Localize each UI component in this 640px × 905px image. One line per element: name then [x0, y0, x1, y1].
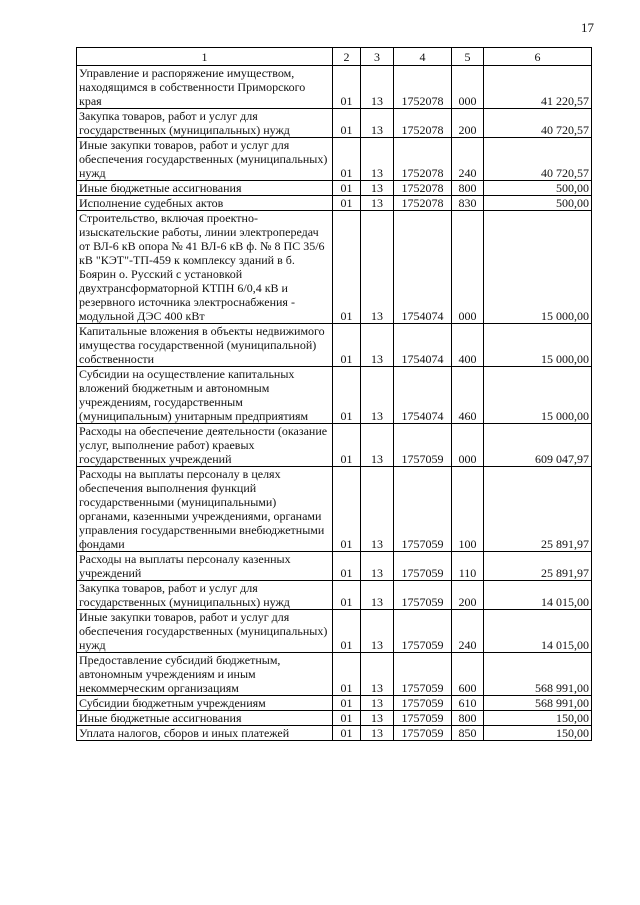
- row-value-cell: 13: [361, 424, 394, 467]
- table-row: [77, 324, 592, 367]
- row-value-cell: 600: [452, 653, 484, 696]
- table-body: [77, 66, 592, 741]
- row-value-cell: 01: [333, 610, 361, 653]
- row-value-cell: 13: [361, 610, 394, 653]
- row-name-cell: Субсидии на осуществление капитальных вложений бюджетным и автономным учреждениям, государственным (муниципальным) унитарным предприятиям: [77, 367, 333, 424]
- row-value-cell: 15 000,00: [484, 367, 592, 424]
- row-value-cell: 240: [452, 610, 484, 653]
- row-value-cell: 13: [361, 196, 394, 211]
- row-value-cell: 110: [452, 552, 484, 581]
- row-value-cell: 100: [452, 467, 484, 552]
- row-value-cell: 13: [361, 726, 394, 741]
- row-value-cell: 1757059: [394, 653, 452, 696]
- table-row: [77, 610, 592, 653]
- row-value-cell: 13: [361, 653, 394, 696]
- row-value-cell: 01: [333, 711, 361, 726]
- column-header: 6: [484, 48, 592, 66]
- row-name-cell: Расходы на обеспечение деятельности (оказание услуг, выполнение работ) краевых государственных учреждений: [77, 424, 333, 467]
- row-name-cell: Предоставление субсидий бюджетным, автономным учреждениям и иным некоммерческим организациям: [77, 653, 333, 696]
- table-row: [77, 367, 592, 424]
- table-row: [77, 653, 592, 696]
- row-value-cell: 1754074: [394, 324, 452, 367]
- row-value-cell: 01: [333, 138, 361, 181]
- row-value-cell: 13: [361, 211, 394, 324]
- table-row: [77, 424, 592, 467]
- row-value-cell: 13: [361, 181, 394, 196]
- row-value-cell: 40 720,57: [484, 109, 592, 138]
- row-value-cell: 1754074: [394, 211, 452, 324]
- row-value-cell: 13: [361, 711, 394, 726]
- table-row: [77, 138, 592, 181]
- row-name-cell: Субсидии бюджетным учреждениям: [77, 696, 333, 711]
- row-value-cell: 1752078: [394, 66, 452, 109]
- row-value-cell: 01: [333, 424, 361, 467]
- row-name-cell: Расходы на выплаты персоналу в целях обеспечения выполнения функций государственными (муниципальными) органами, казенными учреждениями, органами управления государственными внебюджетными фондами: [77, 467, 333, 552]
- row-value-cell: 460: [452, 367, 484, 424]
- row-value-cell: 000: [452, 66, 484, 109]
- row-value-cell: 610: [452, 696, 484, 711]
- row-value-cell: 13: [361, 324, 394, 367]
- row-value-cell: 13: [361, 109, 394, 138]
- row-value-cell: 01: [333, 109, 361, 138]
- column-header: 2: [333, 48, 361, 66]
- row-value-cell: 41 220,57: [484, 66, 592, 109]
- row-value-cell: 800: [452, 181, 484, 196]
- row-value-cell: 500,00: [484, 181, 592, 196]
- table-row: [77, 181, 592, 196]
- row-value-cell: 01: [333, 696, 361, 711]
- row-value-cell: 1754074: [394, 367, 452, 424]
- row-value-cell: 1752078: [394, 181, 452, 196]
- column-header: 3: [361, 48, 394, 66]
- row-value-cell: 200: [452, 109, 484, 138]
- row-value-cell: 13: [361, 467, 394, 552]
- row-value-cell: 14 015,00: [484, 581, 592, 610]
- row-value-cell: 568 991,00: [484, 696, 592, 711]
- row-value-cell: 13: [361, 696, 394, 711]
- row-value-cell: 01: [333, 211, 361, 324]
- table-row: [77, 196, 592, 211]
- row-value-cell: 1757059: [394, 711, 452, 726]
- table-row: [77, 581, 592, 610]
- column-header: 5: [452, 48, 484, 66]
- budget-table: [76, 47, 592, 741]
- row-value-cell: 000: [452, 211, 484, 324]
- page-number: 17: [581, 20, 594, 35]
- row-name-cell: Иные закупки товаров, работ и услуг для обеспечения государственных (муниципальных) нужд: [77, 138, 333, 181]
- row-value-cell: 13: [361, 581, 394, 610]
- row-value-cell: 01: [333, 181, 361, 196]
- table-header-row: [77, 48, 592, 66]
- table-row: [77, 552, 592, 581]
- row-value-cell: 1752078: [394, 196, 452, 211]
- row-value-cell: 01: [333, 653, 361, 696]
- row-value-cell: 01: [333, 367, 361, 424]
- row-value-cell: 14 015,00: [484, 610, 592, 653]
- row-value-cell: 01: [333, 324, 361, 367]
- row-value-cell: 400: [452, 324, 484, 367]
- row-value-cell: 01: [333, 66, 361, 109]
- table-row: [77, 66, 592, 109]
- table-row: [77, 467, 592, 552]
- row-value-cell: 1752078: [394, 109, 452, 138]
- row-name-cell: Иные бюджетные ассигнования: [77, 711, 333, 726]
- row-name-cell: Уплата налогов, сборов и иных платежей: [77, 726, 333, 741]
- table-row: [77, 726, 592, 741]
- table-row: [77, 109, 592, 138]
- row-name-cell: Капитальные вложения в объекты недвижимого имущества государственной (муниципальной) собственности: [77, 324, 333, 367]
- row-value-cell: 01: [333, 552, 361, 581]
- row-value-cell: 150,00: [484, 711, 592, 726]
- row-value-cell: 800: [452, 711, 484, 726]
- row-value-cell: 1757059: [394, 424, 452, 467]
- row-value-cell: 25 891,97: [484, 552, 592, 581]
- row-value-cell: 13: [361, 552, 394, 581]
- table-row: [77, 711, 592, 726]
- column-header: 4: [394, 48, 452, 66]
- row-value-cell: 1757059: [394, 610, 452, 653]
- row-value-cell: 15 000,00: [484, 211, 592, 324]
- row-value-cell: 500,00: [484, 196, 592, 211]
- row-value-cell: 01: [333, 467, 361, 552]
- row-value-cell: 1752078: [394, 138, 452, 181]
- table-row: [77, 211, 592, 324]
- row-value-cell: 830: [452, 196, 484, 211]
- row-name-cell: Строительство, включая проектно-изыскательские работы, линии электропередач от ВЛ-6 кВ опора № 41 ВЛ-6 кВ ф. № 8 ПС 35/6 кВ "КЭТ"-ТП-459 к комплексу зданий в б. Боярин о. Русский с установкой двухтрансформаторной КТПН 6/0,4 кВ и резервного источника электроснабжения - модульной ДЭС 400 кВт: [77, 211, 333, 324]
- row-value-cell: 200: [452, 581, 484, 610]
- row-value-cell: 25 891,97: [484, 467, 592, 552]
- row-value-cell: 01: [333, 726, 361, 741]
- row-value-cell: 1757059: [394, 696, 452, 711]
- row-name-cell: Закупка товаров, работ и услуг для государственных (муниципальных) нужд: [77, 109, 333, 138]
- row-value-cell: 240: [452, 138, 484, 181]
- row-value-cell: 13: [361, 66, 394, 109]
- row-value-cell: 850: [452, 726, 484, 741]
- row-name-cell: Закупка товаров, работ и услуг для государственных (муниципальных) нужд: [77, 581, 333, 610]
- row-value-cell: 1757059: [394, 467, 452, 552]
- row-value-cell: 568 991,00: [484, 653, 592, 696]
- row-name-cell: Управление и распоряжение имуществом, находящимся в собственности Приморского края: [77, 66, 333, 109]
- row-value-cell: 150,00: [484, 726, 592, 741]
- row-value-cell: 40 720,57: [484, 138, 592, 181]
- row-name-cell: Иные бюджетные ассигнования: [77, 181, 333, 196]
- row-value-cell: 609 047,97: [484, 424, 592, 467]
- row-value-cell: 13: [361, 138, 394, 181]
- column-header: 1: [77, 48, 333, 66]
- row-name-cell: Исполнение судебных актов: [77, 196, 333, 211]
- table-row: [77, 696, 592, 711]
- row-value-cell: 000: [452, 424, 484, 467]
- row-value-cell: 01: [333, 581, 361, 610]
- row-name-cell: Расходы на выплаты персоналу казенных учреждений: [77, 552, 333, 581]
- row-value-cell: 1757059: [394, 552, 452, 581]
- row-value-cell: 01: [333, 196, 361, 211]
- row-name-cell: Иные закупки товаров, работ и услуг для обеспечения государственных (муниципальных) нужд: [77, 610, 333, 653]
- row-value-cell: 13: [361, 367, 394, 424]
- row-value-cell: 1757059: [394, 581, 452, 610]
- row-value-cell: 1757059: [394, 726, 452, 741]
- row-value-cell: 15 000,00: [484, 324, 592, 367]
